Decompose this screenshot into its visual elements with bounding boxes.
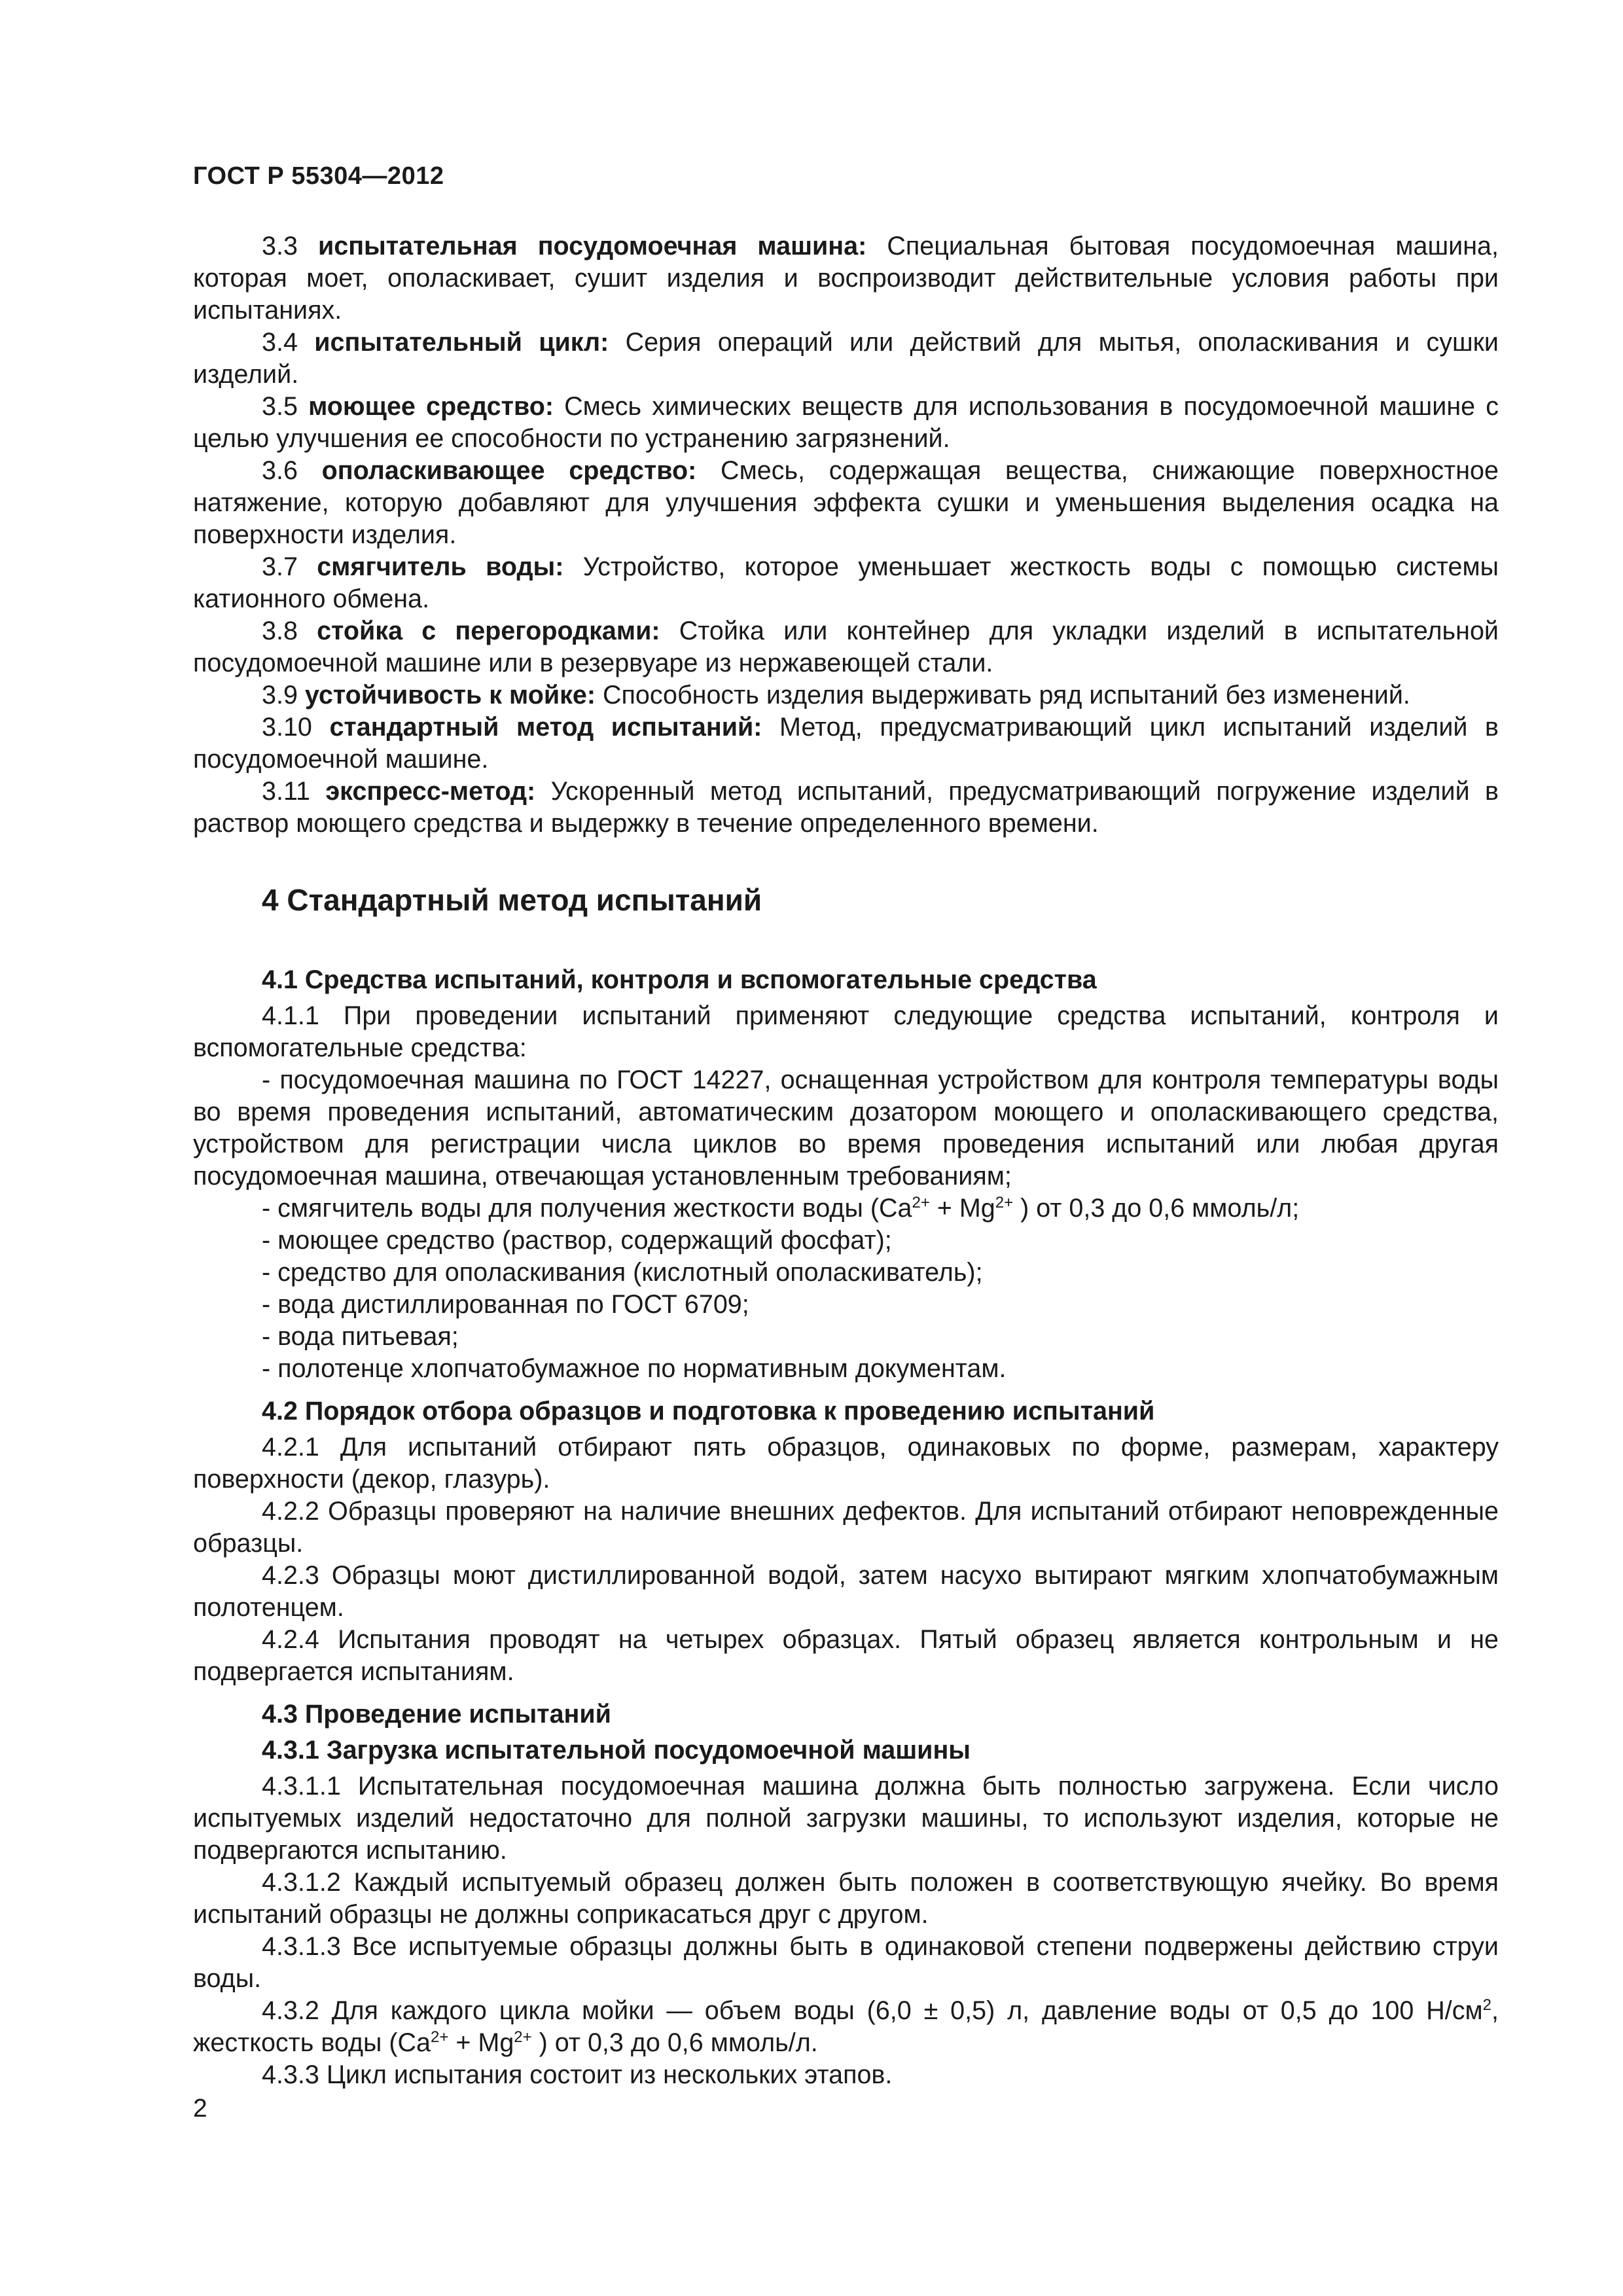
definition-term: стойка с перегородками: <box>317 617 660 645</box>
definition-3-7: 3.7 смягчитель воды: Устройство, которое уменьшает жесткость воды с помощью системы катионного обмена. <box>193 552 1499 613</box>
paragraph-4-2-4: 4.2.4 Испытания проводят на четырех образцах. Пятый образец является контрольным и не подвергается испытаниям. <box>193 1625 1499 1686</box>
definition-3-9: 3.9 устойчивость к мойке: Способность изделия выдерживать ряд испытаний без изменений. <box>262 681 1410 709</box>
definition-3-11: 3.11 экспресс-метод: Ускоренный метод испытаний, предусматривающий погружение изделий в раствор моющего средства и выдержку в течение определенного времени. <box>193 777 1499 838</box>
paragraph-4-3-1-3: 4.3.1.3 Все испытуемые образцы должны быть в одинаковой степени подвержены действию струи воды. <box>193 1932 1499 1993</box>
subsection-4-3-1-heading: 4.3.1 Загрузка испытательной посудомоечной машины <box>262 1736 971 1765</box>
paragraph-4-2-2: 4.2.2 Образцы проверяют на наличие внешних дефектов. Для испытаний отбирают неповрежденные образцы. <box>193 1497 1499 1558</box>
list-item: - полотенце хлопчатобумажное по нормативным документам. <box>262 1354 1007 1383</box>
paragraph-4-3-1-2: 4.3.1.2 Каждый испытуемый образец должен быть положен в соответствующую ячейку. Во время испытаний образцы не должны соприкасаться друг с другом. <box>193 1868 1499 1929</box>
page-number: 2 <box>193 2094 207 2123</box>
paragraph-4-3-1-1: 4.3.1.1 Испытательная посудомоечная машина должна быть полностью загружена. Если число испытуемых изделий недостаточно для полной загрузки машины, то используют изделия, которые не подвергаются испытанию. <box>193 1772 1499 1865</box>
list-item: - смягчитель воды для получения жесткости воды ($Ca^{2+} + Mg^{2+}$ ) от 0,3 до 0,6 ммоль/л; <box>262 1194 1300 1223</box>
definition-3-3: 3.3 испытательная посудомоечная машина: Специальная бытовая посудомоечная машина, которая моет, ополаскивает, сушит изделия и воспроизводит действительные условия работы при испытаниях. <box>193 232 1499 325</box>
definition-term: испытательный цикл: <box>314 328 609 357</box>
page-content <box>193 230 1499 2091</box>
subsection-4-1-heading: 4.1 Средства испытаний, контроля и вспомогательные средства <box>262 965 1097 994</box>
definition-3-10: 3.10 стандартный метод испытаний: Метод, предусматривающий цикл испытаний изделий в посудомоечной машине. <box>193 713 1499 774</box>
definition-3-4: 3.4 испытательный цикл: Серия операций или действий для мытья, ополаскивания и сушки изделий. <box>193 328 1499 389</box>
definition-term: устойчивость к мойке: <box>304 681 596 709</box>
paragraph-4-1-1: 4.1.1 При проведении испытаний применяют следующие средства испытаний, контроля и вспомогательные средства: <box>193 1001 1499 1062</box>
definition-3-5: 3.5 моющее средство: Смесь химических веществ для использования в посудомоечной машине с целью улучшения ее способности по устранению загрязнений. <box>193 392 1499 453</box>
definition-term: моющее средство: <box>308 392 554 421</box>
definition-term: смягчитель воды: <box>317 552 564 581</box>
definition-term: экспресс-метод: <box>325 777 536 806</box>
list-item: - средство для ополаскивания (кислотный ополаскиватель); <box>262 1258 983 1287</box>
definition-term: стандартный метод испытаний: <box>329 713 762 742</box>
list-item: - посудомоечная машина по ГОСТ 14227, оснащенная устройством для контроля температуры воды во время проведения испытаний, автоматическим дозатором моющего и ополаскивающего средства, устройством для регистрации числа циклов во время проведения испытаний или любая другая посудомоечная машина, отвечающая установленным требованиям; <box>193 1066 1499 1191</box>
paragraph-4-3-3: 4.3.3 Цикл испытания состоит из нескольких этапов. <box>262 2060 893 2089</box>
list-item: - вода питьевая; <box>262 1322 459 1351</box>
list-item: - моющее средство (раствор, содержащий фосфат); <box>262 1226 892 1255</box>
paragraph-4-2-1: 4.2.1 Для испытаний отбирают пять образцов, одинаковых по форме, размерам, характеру поверхности (декор, глазурь). <box>193 1433 1499 1494</box>
section-4-heading: 4 Стандартный метод испытаний <box>262 883 762 917</box>
definition-term: испытательная посудомоечная машина: <box>317 232 867 260</box>
definition-3-8: 3.8 стойка с перегородками: Стойка или контейнер для укладки изделий в испытательной посудомоечной машине или в резервуаре из нержавеющей стали. <box>193 617 1499 677</box>
paragraph-4-2-3: 4.2.3 Образцы моют дистиллированной водой, затем насухо вытирают мягким хлопчатобумажным полотенцем. <box>193 1561 1499 1622</box>
definitions-list <box>193 230 1499 840</box>
definition-3-6: 3.6 ополаскивающее средство: Смесь, содержащая вещества, снижающие поверхностное натяжение, которую добавляют для улучшения эффекта сушки и уменьшения выделения осадка на поверхности изделия. <box>193 456 1499 549</box>
subsection-4-3-heading: 4.3 Проведение испытаний <box>262 1700 611 1729</box>
document-header: ГОСТ Р 55304—2012 <box>193 162 444 190</box>
paragraph-4-3-2: 4.3.2 Для каждого цикла мойки — объем воды (6,0 ± 0,5) л, давление воды от 0,5 до 100 $Н/см^2$, жесткость воды ($Ca^{2+} + Mg^{2+}$ ) от 0,3 до 0,6 ммоль/л. <box>193 1996 1499 2057</box>
subsection-4-2-heading: 4.2 Порядок отбора образцов и подготовка к проведению испытаний <box>262 1397 1155 1426</box>
list-item: - вода дистиллированная по ГОСТ 6709; <box>262 1290 749 1319</box>
definition-term: ополаскивающее средство: <box>321 456 697 485</box>
